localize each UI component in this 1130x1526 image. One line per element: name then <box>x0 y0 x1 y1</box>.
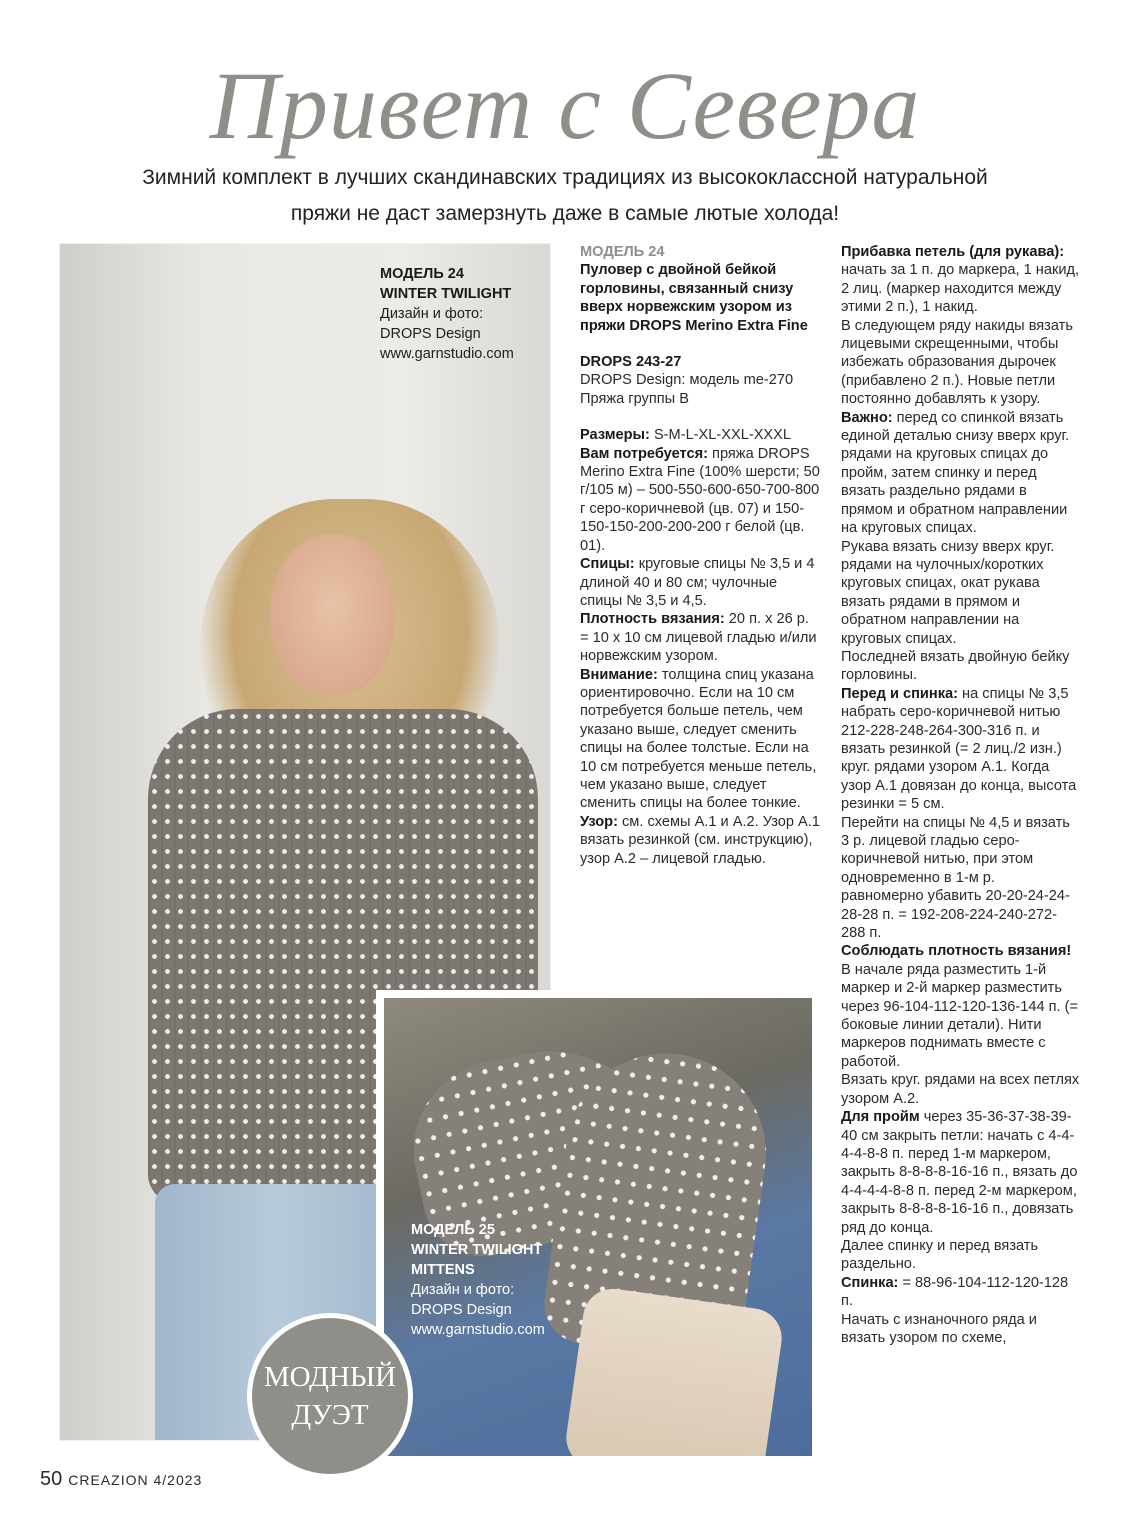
important-text: перед со спинкой вязать единой деталью снизу вверх круг. рядами на круговых спицах до пройм, затем спинку и перед вязать раздельно рядами в прямом и обратном направлении на круговых спицах. <box>841 409 1070 537</box>
last-step-paragraph: Последней вязать двойную бейку горловины. <box>841 648 1070 684</box>
sleeves-paragraph: Рукава вязать снизу вверх круг. рядами на чулочных/коротких круговых спицах, окат рукава вязать рядами в прямом и обратном направлении на круговых спицах. <box>841 538 1055 647</box>
model-code: DROPS 243-27 <box>580 354 682 371</box>
needles-paragraph <box>580 555 820 610</box>
caption-model-number: МОДЕЛЬ 24 <box>380 266 464 282</box>
materials-label: Вам потребуется: <box>580 445 708 462</box>
armhole-label: Для пройм <box>841 1109 920 1126</box>
important-paragraph <box>841 409 1081 538</box>
attention-label: Внимание: <box>580 666 658 683</box>
model-face <box>270 534 395 694</box>
pattern-paragraph <box>580 813 820 868</box>
switch-needles-paragraph: Перейти на спицы № 4,5 и вязать 3 р. лицевой гладью серо-коричневой нитью, при этом одновременно в 1-м р. равномерно убавить 20-20-24-24-28-28 п. = 192-208-224-240-272-288 п. <box>841 814 1070 942</box>
sizes-label: Размеры: <box>580 427 650 444</box>
caption-brand: DROPS Design <box>380 326 481 342</box>
armhole-paragraph <box>841 1108 1081 1237</box>
materials-paragraph <box>580 445 820 555</box>
armhole-text: через 35-36-37-38-39-40 см закрыть петли: начать с 4-4-4-4-8-8 п. перед 1-м маркером, закрыть 8-8-8-8-16-16 п., вязать до 4-4-4-4-8-8 п. перед 2-м маркером, закрыть 8-8-8-8-16-16 п., довязать ряд до конца. <box>841 1109 1078 1236</box>
front-back-label: Перед и спинка: <box>841 685 958 702</box>
needles-label: Спицы: <box>580 556 635 573</box>
important-label: Важно: <box>841 409 893 426</box>
caption-credit: Дизайн и фото: <box>411 1282 515 1298</box>
front-back-text: на спицы № 3,5 набрать серо-коричневой нитью 212-228-248-264-300-316 п. и вязать резинкой (= 2 лиц./2 изн.) круг. рядами узором А.1. Когда узор А.1 довязан до конца, высота резинки = 5 см. <box>841 685 1077 813</box>
page-footer <box>40 1468 202 1491</box>
knit-round-paragraph: Вязать круг. рядами на всех петлях узором А.2. <box>841 1072 1080 1107</box>
pattern-label: Узор: <box>580 813 618 830</box>
separately-paragraph: Далее спинку и перед вязать раздельно. <box>841 1237 1039 1273</box>
model-heading: Пуловер с двойной бейкой горловины, связанный снизу вверх норвежским узором из пряжи DROPS Merino Extra Fine <box>580 262 808 334</box>
increase-paragraph <box>841 243 1081 317</box>
page-title: Привет с Севера <box>209 52 921 159</box>
markers-paragraph: В начале ряда разместить 1-й маркер и 2-й маркер разместить через 96-104-112-120-136-144 п. (= боковые линии детали). Нити маркеров поднимать вместе с работой. <box>841 961 1079 1070</box>
back-text: = 88-96-104-112-120-128 п. <box>841 1274 1069 1310</box>
increase-label: Прибавка петель (для рукава): <box>841 244 1065 260</box>
caption-model-name-2: MITTENS <box>411 1262 475 1278</box>
caption-model-24 <box>380 264 514 364</box>
badge-line-2: ДУЭТ <box>291 1399 369 1431</box>
model-design: DROPS Design: модель me-270 <box>580 372 794 389</box>
caption-model-name: WINTER TWILIGHT <box>380 286 512 302</box>
fashion-duet-badge <box>252 1318 408 1474</box>
instructions-column-1 <box>580 243 820 868</box>
materials-text: пряжа DROPS Merino Extra Fine (100% шерсти; 50 г/105 м) – 500-550-600-650-700-800 г серо-коричневой (цв. 07) и 150-150-150-200-200-200 г белой (цв. 01). <box>580 445 820 554</box>
gauge-text: 20 п. х 26 р. = 10 х 10 см лицевой гладью и/или норвежским узором. <box>580 611 817 665</box>
sizes-text: S-M-L-XL-XXL-XXXL <box>653 427 792 444</box>
caption-model-25 <box>411 1220 545 1340</box>
jacket-cuff <box>562 1285 785 1456</box>
keep-gauge-heading <box>841 942 1081 960</box>
pattern-text: см. схемы А.1 и А.2. Узор А.1 вязать резинкой (см. инструкцию), узор А.2 – лицевой гладью. <box>580 813 820 867</box>
caption-site: www.garnstudio.com <box>380 346 514 362</box>
back-label: Спинка: <box>841 1274 899 1291</box>
lead-paragraph: Зимний комплект в лучших скандинавских традициях из высококлассной натуральной пряжи не даст замерзнуть даже в самые лютые холода! <box>142 166 988 225</box>
start-paragraph: Начать с изнаночного ряда и вязать узором по схеме, <box>841 1311 1037 1346</box>
increase-paragraph-2: В следующем ряду накиды вязать лицевыми скрещенными, чтобы избежать образования дырочек (прибавлено 2 п.). Новые петли постоянно добавлять к узору. <box>841 317 1073 408</box>
caption-site: www.garnstudio.com <box>411 1322 545 1338</box>
back-paragraph <box>841 1274 1081 1311</box>
instructions-column-2 <box>841 243 1081 1347</box>
magazine-issue: CREAZION 4/2023 <box>68 1472 203 1488</box>
caption-brand: DROPS Design <box>411 1302 512 1318</box>
gauge-paragraph <box>580 610 820 665</box>
caption-model-number: МОДЕЛЬ 25 <box>411 1222 495 1238</box>
caption-credit: Дизайн и фото: <box>380 306 484 322</box>
increase-text: начать за 1 п. до маркера, 1 накид, 2 лиц. (маркер находится между этими 2 п.), 1 накид. <box>841 262 1080 316</box>
needles-text: круговые спицы № 3,5 и 4 длиной 40 и 80 см; чулочные спицы № 3,5 и 4,5. <box>580 556 815 609</box>
badge-line-1: МОДНЫЙ <box>263 1361 397 1393</box>
caption-model-name: WINTER TWILIGHT <box>411 1242 543 1258</box>
gauge-label: Плотность вязания: <box>580 611 725 628</box>
front-back-paragraph <box>841 685 1081 814</box>
yarn-group: Пряжа группы В <box>580 390 689 407</box>
model-tag: МОДЕЛЬ 24 <box>580 244 665 260</box>
attention-text: толщина спиц указана ориентировочно. Если на 10 см потребуется больше петель, чем указано выше, следует сменить спицы на более толстые. Если на 10 см потребуется меньше петель, чем указано выше, следует сменить спицы на более тонкие. <box>580 666 817 812</box>
attention-paragraph <box>580 666 820 813</box>
keep-gauge-label: Соблюдать плотность вязания! <box>841 943 1072 960</box>
sizes-paragraph <box>580 426 820 444</box>
page-number: 50 <box>40 1468 63 1490</box>
